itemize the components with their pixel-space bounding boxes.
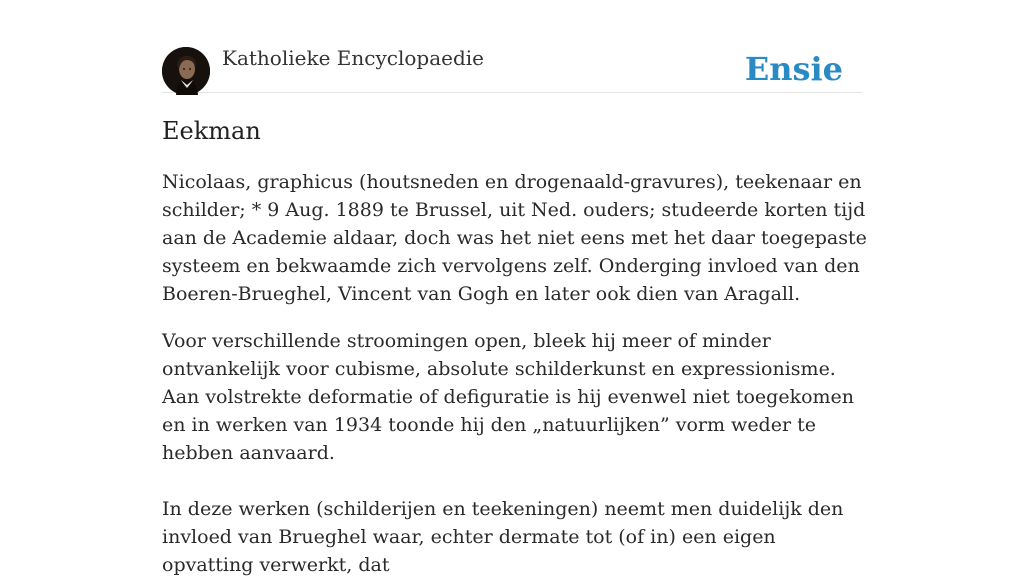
article-paragraph: Voor verschillende stroomingen open, bleek hij meer of minder ontvankelijk voor cubisme, absolute schilderkunst en expressionisme. Aan volstrekte deformatie of defiguratie is hij evenwel niet toegekomen en in werken van 1934 toonde hij den „natuurlijken” vorm weder te hebben aanvaard. — [162, 330, 855, 464]
source-avatar-icon[interactable] — [162, 47, 210, 95]
article-page — [162, 0, 867, 576]
portrait-icon — [162, 47, 210, 95]
article-body — [162, 168, 872, 579]
article-paragraph: Nicolaas, graphicus (houtsneden en drogenaald-gravures), teekenaar en schilder; * 9 Aug. 1889 te Brussel, uit Ned. ouders; studeerde korten tijd aan de Academie aldaar, doch was het niet eens met het daar toegepaste systeem en bekwaamde zich vervolgens zelf. Onderging invloed van den Boeren-Brueghel, Vincent van Gogh en later ook dien van Aragall. — [162, 171, 867, 305]
article-title: Eekman — [162, 117, 261, 145]
article-paragraph: In deze werken (schilderijen en teekeningen) neemt men duidelijk den invloed van Brueghel waar, echter dermate tot (of in) een eigen opvatting verwerkt, dat — [162, 498, 844, 576]
source-title[interactable]: Katholieke Encyclopaedie — [222, 46, 484, 70]
brand-logo[interactable]: Ensie — [744, 50, 843, 88]
site-header — [162, 0, 862, 93]
